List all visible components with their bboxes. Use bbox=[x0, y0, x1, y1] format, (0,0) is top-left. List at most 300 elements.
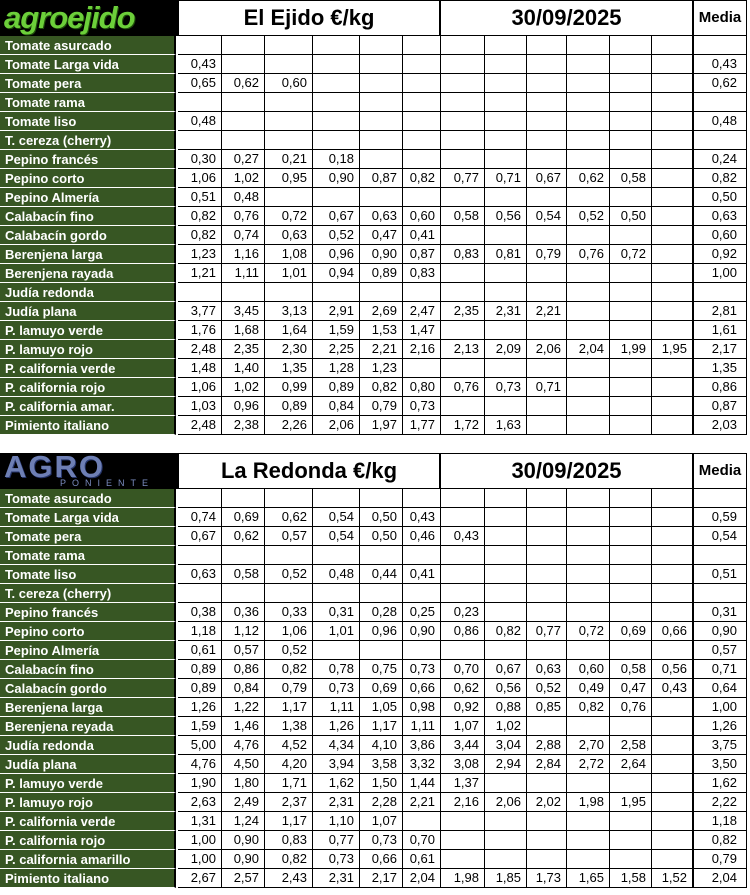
price-cell bbox=[485, 112, 527, 131]
price-cell: 1,48 bbox=[178, 359, 222, 378]
price-cell: 1,53 bbox=[360, 321, 403, 340]
price-cell: 0,63 bbox=[527, 660, 567, 679]
price-cell: 1,28 bbox=[313, 359, 360, 378]
price-cell bbox=[178, 546, 222, 565]
price-cell: 0,79 bbox=[360, 397, 403, 416]
product-name: Judía redonda bbox=[0, 736, 176, 755]
price-cell: 0,90 bbox=[222, 831, 265, 850]
price-cell: 0,63 bbox=[265, 226, 313, 245]
price-cell bbox=[527, 416, 567, 435]
price-cell bbox=[360, 283, 403, 302]
table-row bbox=[0, 793, 750, 812]
price-cell bbox=[313, 36, 360, 55]
table-row bbox=[0, 508, 750, 527]
price-cell: 0,76 bbox=[222, 207, 265, 226]
price-cell bbox=[567, 302, 610, 321]
table-row bbox=[0, 397, 750, 416]
price-cell: 0,48 bbox=[178, 112, 222, 131]
media-cell: 2,22 bbox=[693, 793, 747, 812]
price-cell: 0,60 bbox=[403, 207, 441, 226]
price-cell: 0,82 bbox=[360, 378, 403, 397]
price-cell: 4,34 bbox=[313, 736, 360, 755]
price-cell: 0,77 bbox=[313, 831, 360, 850]
product-name: Pepino francés bbox=[0, 150, 176, 169]
table-row bbox=[0, 565, 750, 584]
price-cell bbox=[652, 188, 693, 207]
price-cell bbox=[313, 55, 360, 74]
media-cell: 2,17 bbox=[693, 340, 747, 359]
price-cell: 0,90 bbox=[313, 169, 360, 188]
price-cell: 0,41 bbox=[403, 226, 441, 245]
price-cell: 1,00 bbox=[178, 850, 222, 869]
agroejido-logo bbox=[0, 0, 178, 36]
price-cell bbox=[265, 188, 313, 207]
price-cell: 4,52 bbox=[265, 736, 313, 755]
media-cell: 1,00 bbox=[693, 698, 747, 717]
price-cell bbox=[567, 150, 610, 169]
price-cell: 0,52 bbox=[265, 641, 313, 660]
price-cell: 3,32 bbox=[403, 755, 441, 774]
price-cell bbox=[527, 489, 567, 508]
media-cell bbox=[693, 546, 747, 565]
media-cell: 0,60 bbox=[693, 226, 747, 245]
price-cell: 0,83 bbox=[403, 264, 441, 283]
product-name: P. lamuyo verde bbox=[0, 774, 176, 793]
price-cell: 0,72 bbox=[265, 207, 313, 226]
product-name: P. california amarillo bbox=[0, 850, 176, 869]
media-cell: 0,86 bbox=[693, 378, 747, 397]
price-cell: 0,62 bbox=[567, 169, 610, 188]
table-row bbox=[0, 359, 750, 378]
product-name: Tomate Larga vida bbox=[0, 55, 176, 74]
table-row bbox=[0, 527, 750, 546]
price-cell bbox=[610, 527, 652, 546]
price-cell: 0,89 bbox=[178, 660, 222, 679]
product-name: P. california rojo bbox=[0, 378, 176, 397]
media-cell: 0,57 bbox=[693, 641, 747, 660]
table-row bbox=[0, 55, 750, 74]
price-cell bbox=[527, 321, 567, 340]
price-cell: 0,96 bbox=[313, 245, 360, 264]
price-cell bbox=[652, 546, 693, 565]
price-cell bbox=[360, 546, 403, 565]
price-cell: 1,95 bbox=[652, 340, 693, 359]
price-cell bbox=[178, 584, 222, 603]
price-cell: 0,63 bbox=[360, 207, 403, 226]
price-cell: 0,66 bbox=[403, 679, 441, 698]
product-name: Pimiento italiano bbox=[0, 869, 176, 888]
price-cell bbox=[527, 226, 567, 245]
price-cell bbox=[652, 565, 693, 584]
table-row bbox=[0, 622, 750, 641]
price-cell: 1,59 bbox=[313, 321, 360, 340]
price-cell: 0,60 bbox=[567, 660, 610, 679]
media-cell: 0,79 bbox=[693, 850, 747, 869]
price-cell bbox=[527, 55, 567, 74]
price-cell: 2,49 bbox=[222, 793, 265, 812]
price-cell bbox=[652, 36, 693, 55]
price-cell bbox=[652, 489, 693, 508]
price-cell: 1,18 bbox=[178, 622, 222, 641]
price-cell bbox=[441, 264, 485, 283]
media-cell: 1,61 bbox=[693, 321, 747, 340]
product-name: P. california rojo bbox=[0, 831, 176, 850]
price-cell bbox=[610, 489, 652, 508]
price-cell bbox=[652, 207, 693, 226]
price-cell: 1,52 bbox=[652, 869, 693, 888]
price-cell bbox=[652, 774, 693, 793]
price-cell: 2,67 bbox=[178, 869, 222, 888]
price-cell bbox=[610, 831, 652, 850]
price-cell bbox=[403, 36, 441, 55]
price-cell bbox=[652, 93, 693, 112]
price-cell bbox=[610, 603, 652, 622]
table-row bbox=[0, 698, 750, 717]
price-cell: 0,33 bbox=[265, 603, 313, 622]
media-cell: 1,62 bbox=[693, 774, 747, 793]
price-cell bbox=[527, 527, 567, 546]
media-cell bbox=[693, 283, 747, 302]
price-cell bbox=[567, 226, 610, 245]
table-row bbox=[0, 283, 750, 302]
price-cell bbox=[403, 74, 441, 93]
price-cell: 0,18 bbox=[313, 150, 360, 169]
price-cell: 1,90 bbox=[178, 774, 222, 793]
price-cell bbox=[527, 283, 567, 302]
price-table-la-redonda bbox=[0, 453, 750, 895]
price-cell bbox=[610, 55, 652, 74]
price-cell bbox=[485, 603, 527, 622]
price-cell bbox=[485, 565, 527, 584]
price-cell: 0,76 bbox=[610, 698, 652, 717]
price-cell: 2,31 bbox=[485, 302, 527, 321]
logo-subtext: PONIENTE bbox=[60, 478, 155, 488]
price-cell: 1,23 bbox=[360, 359, 403, 378]
price-cell bbox=[567, 774, 610, 793]
media-cell: 0,51 bbox=[693, 565, 747, 584]
price-cell bbox=[403, 55, 441, 74]
price-cell bbox=[403, 283, 441, 302]
table-row bbox=[0, 36, 750, 55]
price-cell bbox=[527, 812, 567, 831]
price-cell: 2,02 bbox=[527, 793, 567, 812]
table-row bbox=[0, 546, 750, 565]
price-cell bbox=[527, 36, 567, 55]
price-cell bbox=[441, 112, 485, 131]
product-name: Tomate asurcado bbox=[0, 489, 176, 508]
price-cell bbox=[403, 359, 441, 378]
price-cell bbox=[441, 812, 485, 831]
media-cell bbox=[693, 584, 747, 603]
table-row bbox=[0, 321, 750, 340]
media-cell: 0,50 bbox=[693, 188, 747, 207]
media-cell: 2,04 bbox=[693, 869, 747, 888]
price-cell bbox=[567, 131, 610, 150]
table-row bbox=[0, 831, 750, 850]
price-cell: 0,30 bbox=[178, 150, 222, 169]
price-cell: 1,68 bbox=[222, 321, 265, 340]
price-cell bbox=[652, 850, 693, 869]
price-cell bbox=[567, 508, 610, 527]
price-cell bbox=[610, 74, 652, 93]
price-cell bbox=[610, 112, 652, 131]
price-cell bbox=[567, 416, 610, 435]
logo-text: AGRO bbox=[4, 453, 105, 484]
price-cell: 0,43 bbox=[652, 679, 693, 698]
price-cell bbox=[567, 489, 610, 508]
media-cell: 0,64 bbox=[693, 679, 747, 698]
price-cell: 4,10 bbox=[360, 736, 403, 755]
price-table-el-ejido bbox=[0, 0, 750, 437]
price-cell: 1,02 bbox=[222, 378, 265, 397]
price-cell bbox=[441, 150, 485, 169]
price-cell: 1,11 bbox=[222, 264, 265, 283]
price-cell bbox=[610, 188, 652, 207]
price-cell: 2,21 bbox=[403, 793, 441, 812]
price-cell: 5,00 bbox=[178, 736, 222, 755]
price-cell bbox=[485, 359, 527, 378]
price-cell: 0,50 bbox=[360, 527, 403, 546]
price-cell bbox=[610, 302, 652, 321]
price-cell: 0,23 bbox=[441, 603, 485, 622]
price-cell bbox=[313, 112, 360, 131]
price-cell bbox=[527, 359, 567, 378]
price-cell: 0,82 bbox=[403, 169, 441, 188]
price-cell: 2,64 bbox=[610, 755, 652, 774]
product-name: Berenjena larga bbox=[0, 245, 176, 264]
price-cell: 0,85 bbox=[527, 698, 567, 717]
price-cell: 3,77 bbox=[178, 302, 222, 321]
table-row bbox=[0, 188, 750, 207]
price-cell bbox=[652, 736, 693, 755]
price-cell: 1,17 bbox=[360, 717, 403, 736]
price-cell bbox=[567, 527, 610, 546]
price-cell: 0,82 bbox=[265, 850, 313, 869]
price-cell: 1,97 bbox=[360, 416, 403, 435]
price-cell bbox=[527, 717, 567, 736]
price-cell: 2,17 bbox=[360, 869, 403, 888]
price-cell bbox=[360, 74, 403, 93]
product-name: Calabacín gordo bbox=[0, 226, 176, 245]
table-row bbox=[0, 245, 750, 264]
price-cell: 0,52 bbox=[567, 207, 610, 226]
report-date: 30/09/2025 bbox=[440, 453, 693, 489]
price-cell: 4,76 bbox=[222, 736, 265, 755]
product-name: Pepino corto bbox=[0, 622, 176, 641]
price-cell bbox=[652, 397, 693, 416]
price-cell bbox=[485, 831, 527, 850]
price-cell bbox=[567, 74, 610, 93]
price-cell bbox=[403, 150, 441, 169]
price-cell: 0,48 bbox=[313, 565, 360, 584]
price-cell: 0,82 bbox=[485, 622, 527, 641]
table-row bbox=[0, 717, 750, 736]
price-cell: 3,94 bbox=[313, 755, 360, 774]
price-cell bbox=[652, 55, 693, 74]
price-cell bbox=[222, 584, 265, 603]
table-row bbox=[0, 340, 750, 359]
price-cell: 0,90 bbox=[403, 622, 441, 641]
price-cell bbox=[313, 584, 360, 603]
price-cell bbox=[567, 112, 610, 131]
price-cell bbox=[567, 850, 610, 869]
price-cell: 1,40 bbox=[222, 359, 265, 378]
price-cell: 1,06 bbox=[178, 378, 222, 397]
media-cell: 0,63 bbox=[693, 207, 747, 226]
price-cell bbox=[265, 112, 313, 131]
price-cell: 0,73 bbox=[403, 660, 441, 679]
price-cell: 0,44 bbox=[360, 565, 403, 584]
price-cell: 0,56 bbox=[485, 207, 527, 226]
product-name: Judía plana bbox=[0, 755, 176, 774]
price-cell: 1,26 bbox=[178, 698, 222, 717]
price-cell: 1,47 bbox=[403, 321, 441, 340]
price-cell bbox=[178, 36, 222, 55]
price-cell: 2,48 bbox=[178, 340, 222, 359]
price-cell bbox=[567, 93, 610, 112]
price-cell: 1,03 bbox=[178, 397, 222, 416]
price-cell: 0,89 bbox=[313, 378, 360, 397]
price-cell: 0,54 bbox=[313, 527, 360, 546]
media-cell: 1,26 bbox=[693, 717, 747, 736]
price-cell bbox=[313, 283, 360, 302]
price-cell bbox=[567, 188, 610, 207]
price-cell: 1,95 bbox=[610, 793, 652, 812]
price-cell bbox=[610, 565, 652, 584]
table-row bbox=[0, 869, 750, 888]
price-cell bbox=[652, 302, 693, 321]
price-cell bbox=[652, 831, 693, 850]
price-cell: 2,06 bbox=[485, 793, 527, 812]
price-cell: 0,71 bbox=[527, 378, 567, 397]
price-cell bbox=[178, 283, 222, 302]
price-cell: 0,67 bbox=[178, 527, 222, 546]
media-cell: 2,03 bbox=[693, 416, 747, 435]
price-cell: 0,54 bbox=[313, 508, 360, 527]
price-cell bbox=[485, 321, 527, 340]
price-cell bbox=[652, 698, 693, 717]
product-name: P. lamuyo rojo bbox=[0, 793, 176, 812]
price-cell bbox=[360, 112, 403, 131]
price-cell bbox=[360, 641, 403, 660]
price-cell: 0,71 bbox=[485, 169, 527, 188]
price-cell bbox=[485, 641, 527, 660]
price-cell: 0,61 bbox=[178, 641, 222, 660]
price-cell: 0,54 bbox=[527, 207, 567, 226]
product-name: P. lamuyo verde bbox=[0, 321, 176, 340]
price-cell: 0,65 bbox=[178, 74, 222, 93]
price-cell bbox=[485, 584, 527, 603]
table-row bbox=[0, 264, 750, 283]
price-cell: 0,80 bbox=[403, 378, 441, 397]
price-cell: 1,10 bbox=[313, 812, 360, 831]
product-name: Calabacín fino bbox=[0, 207, 176, 226]
price-cell: 1,02 bbox=[222, 169, 265, 188]
price-cell bbox=[485, 131, 527, 150]
media-cell bbox=[693, 489, 747, 508]
price-cell: 1,73 bbox=[527, 869, 567, 888]
price-cell: 1,63 bbox=[485, 416, 527, 435]
price-cell bbox=[527, 641, 567, 660]
price-cell bbox=[441, 397, 485, 416]
price-cell bbox=[567, 584, 610, 603]
price-cell: 1,02 bbox=[485, 717, 527, 736]
media-cell: 1,35 bbox=[693, 359, 747, 378]
price-cell bbox=[567, 359, 610, 378]
product-name: Tomate pera bbox=[0, 74, 176, 93]
price-cell: 1,17 bbox=[265, 812, 313, 831]
price-cell bbox=[527, 112, 567, 131]
price-cell bbox=[610, 93, 652, 112]
price-cell: 0,73 bbox=[403, 397, 441, 416]
price-cell: 1,06 bbox=[265, 622, 313, 641]
price-cell bbox=[222, 55, 265, 74]
media-cell bbox=[693, 36, 747, 55]
price-cell: 2,57 bbox=[222, 869, 265, 888]
price-cell: 0,92 bbox=[441, 698, 485, 717]
price-cell: 1,62 bbox=[313, 774, 360, 793]
media-cell: 0,54 bbox=[693, 527, 747, 546]
price-cell bbox=[610, 850, 652, 869]
price-cell bbox=[610, 397, 652, 416]
price-cell bbox=[265, 55, 313, 74]
table-row bbox=[0, 302, 750, 321]
table-row bbox=[0, 226, 750, 245]
price-cell: 1,77 bbox=[403, 416, 441, 435]
price-cell bbox=[527, 603, 567, 622]
price-cell bbox=[610, 226, 652, 245]
product-name: Judía plana bbox=[0, 302, 176, 321]
price-cell: 0,52 bbox=[527, 679, 567, 698]
price-cell: 0,82 bbox=[265, 660, 313, 679]
price-cell: 1,50 bbox=[360, 774, 403, 793]
table-header bbox=[0, 453, 750, 489]
price-cell: 1,24 bbox=[222, 812, 265, 831]
price-cell: 1,26 bbox=[313, 717, 360, 736]
price-cell: 1,01 bbox=[313, 622, 360, 641]
price-cell bbox=[222, 112, 265, 131]
price-cell bbox=[360, 489, 403, 508]
price-cell bbox=[527, 264, 567, 283]
price-cell: 0,28 bbox=[360, 603, 403, 622]
price-cell bbox=[403, 546, 441, 565]
price-cell bbox=[652, 131, 693, 150]
price-cell: 2,06 bbox=[313, 416, 360, 435]
price-cell: 0,82 bbox=[178, 207, 222, 226]
media-cell: 0,82 bbox=[693, 831, 747, 850]
price-cell: 1,64 bbox=[265, 321, 313, 340]
price-cell: 0,67 bbox=[313, 207, 360, 226]
media-header: Media bbox=[693, 453, 747, 489]
price-cell: 1,05 bbox=[360, 698, 403, 717]
product-name: Calabacín gordo bbox=[0, 679, 176, 698]
price-cell bbox=[610, 378, 652, 397]
price-cell: 3,13 bbox=[265, 302, 313, 321]
price-cell: 0,50 bbox=[610, 207, 652, 226]
price-cell: 2,35 bbox=[441, 302, 485, 321]
price-cell: 0,49 bbox=[567, 679, 610, 698]
price-cell: 0,61 bbox=[403, 850, 441, 869]
price-cell bbox=[652, 264, 693, 283]
price-cell: 0,81 bbox=[485, 245, 527, 264]
price-cell bbox=[178, 131, 222, 150]
media-cell: 1,18 bbox=[693, 812, 747, 831]
price-cell bbox=[485, 774, 527, 793]
price-cell: 0,95 bbox=[265, 169, 313, 188]
price-cell: 0,89 bbox=[178, 679, 222, 698]
price-cell: 1,16 bbox=[222, 245, 265, 264]
price-cell bbox=[652, 416, 693, 435]
